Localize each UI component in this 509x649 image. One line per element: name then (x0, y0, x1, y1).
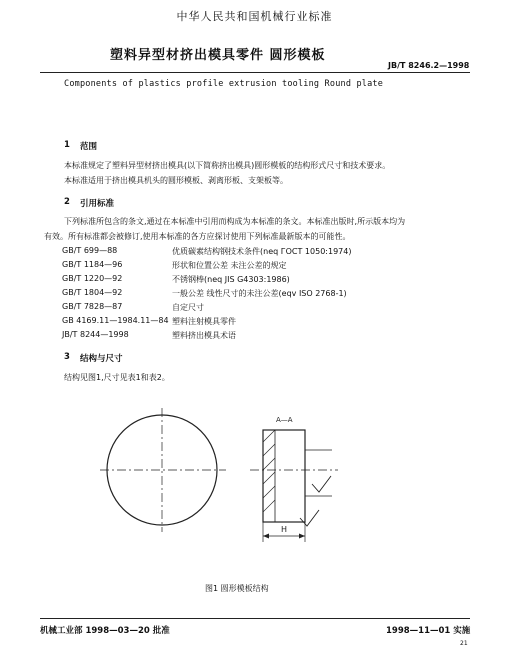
ref-code: GB/T 1184—96 (62, 260, 123, 269)
standard-number: JB/T 8246.2—1998 (388, 61, 470, 70)
section-label: A—A (276, 416, 293, 424)
page-number: 21 (460, 640, 468, 647)
struct-line: 结构见图1,尺寸见表1和表2。 (64, 373, 170, 382)
section-hatch-band (263, 430, 275, 522)
standard-header: 中华人民共和国机械行业标准 (176, 10, 333, 23)
section-2-number: 2 (64, 197, 70, 207)
ref-name: 塑料挤出模具术语 (172, 331, 236, 340)
ref-item (62, 274, 462, 286)
ref-name: 自定尺寸 (172, 303, 204, 312)
ref-name: 塑料注射模具零件 (172, 317, 236, 326)
round-plate-drawing (100, 400, 400, 585)
figure-caption: 图1 圆形模板结构 (205, 584, 269, 593)
ref-name: 形状和位置公差 未注公差的规定 (172, 261, 287, 270)
footer-rule (40, 618, 470, 619)
ref-code: GB/T 1220—92 (62, 274, 123, 283)
ref-name: 优质碳素结构钢技术条件(neq ГОСТ 1050:1974) (172, 247, 352, 256)
dimension-h-label: H (281, 525, 288, 534)
english-title: Components of plastics profile extrusion tooling Round plate (64, 79, 384, 89)
ref-item (62, 302, 462, 314)
section-3-heading: 结构与尺寸 (80, 354, 123, 364)
ref-item (62, 260, 462, 272)
section-view-outline (263, 430, 305, 522)
ref-name: 一般公差 线性尺寸的未注公差(eqv ISO 2768-1) (172, 289, 347, 298)
ref-code: GB/T 699—88 (62, 246, 118, 255)
surface-finish-mark (300, 510, 319, 526)
ref-item (62, 246, 462, 258)
section-1-number: 1 (64, 140, 70, 150)
effective-date: 1998—11—01 实施 (386, 626, 471, 636)
ref-code: GB/T 1804—92 (62, 288, 123, 297)
ref-code: GB 4169.11—1984.11—84 (62, 316, 169, 325)
section-1-heading: 范围 (80, 142, 98, 152)
scope-line-1: 本标准规定了塑料异型材挤出模具(以下简称挤出模具)圆形模板的结构形式尺寸和技术要求。 (64, 161, 391, 170)
ref-code: JB/T 8244—1998 (62, 330, 129, 339)
title-rule (40, 72, 470, 73)
approval-date: 机械工业部 1998—03—20 批准 (40, 626, 170, 636)
section-3-number: 3 (64, 352, 70, 362)
refs-intro-2: 有效。所有标准都会被修订,使用本标准的各方应探讨使用下列标准最新版本的可能性。 (44, 232, 351, 241)
ref-item (62, 330, 462, 342)
ref-item (62, 316, 462, 328)
refs-intro-1: 下列标准所包含的条文,通过在本标准中引用而构成为本标准的条文。本标准出版时,所示版本均为 (64, 217, 406, 226)
ref-code: GB/T 7828—87 (62, 302, 123, 311)
ref-item (62, 288, 462, 300)
section-2-heading: 引用标准 (80, 199, 115, 209)
document-title: 塑料异型材挤出模具零件 圆形模板 (110, 48, 326, 63)
ref-name: 不锈钢棒(neq JIS G4303:1986) (172, 275, 290, 284)
surface-finish-mark (312, 476, 331, 492)
scope-line-2: 本标准适用于挤出模具机头的圆形模板、剥离形板、支架板等。 (64, 176, 288, 185)
